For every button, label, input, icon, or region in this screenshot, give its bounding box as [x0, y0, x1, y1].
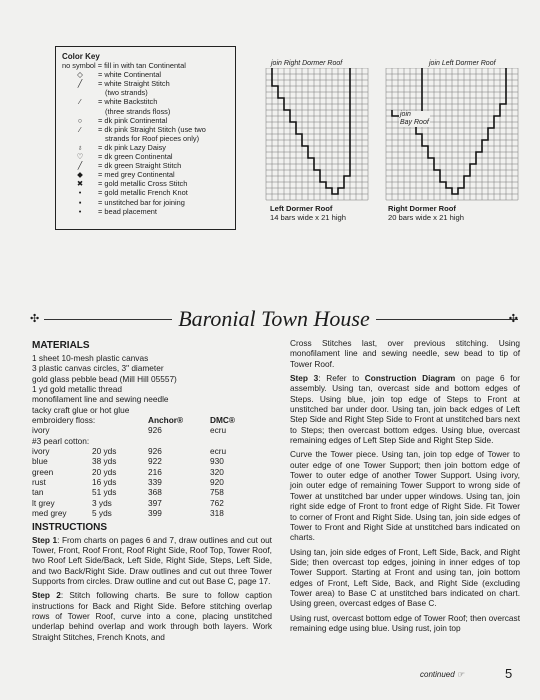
color-key-row	[62, 188, 229, 197]
canvas-grid	[386, 68, 518, 200]
color-key-row	[62, 143, 229, 152]
color-key-title: Color Key	[62, 52, 100, 61]
step1-label: Step 1	[32, 534, 58, 545]
color-key-row	[62, 116, 229, 125]
left-chart-caption	[270, 205, 346, 222]
cotton-color: tan	[32, 487, 44, 498]
color-key-rows	[62, 70, 229, 216]
cotton-anchor: 922	[148, 456, 162, 467]
cotton-anchor: 339	[148, 477, 162, 488]
right-chart-name: Right Dormer Roof	[388, 204, 456, 213]
cotton-yds: 51 yds	[92, 487, 117, 498]
right-paragraph-1: Cross Stitches last, over previous stitching. Using monofilament line and sewing needle, sew bead to tip of Tower Roof.	[290, 338, 520, 369]
stitch-description-line: = gold metallic French Knot	[98, 188, 188, 198]
right-chart-bay-label	[399, 111, 430, 127]
cotton-color: green	[32, 466, 54, 477]
stitch-description-line: = unstitched bar for joining	[98, 197, 185, 207]
cotton-anchor: 399	[148, 508, 162, 519]
cotton-dmc: 320	[210, 466, 224, 477]
cut-outline	[392, 68, 506, 194]
cotton-row	[32, 446, 235, 456]
right-chart-caption	[388, 205, 464, 222]
cotton-dmc: 758	[210, 487, 224, 498]
stitch-description-line: = white Continental	[98, 70, 162, 80]
color-key-row	[62, 152, 229, 161]
material-item: gold glass pebble bead (Mill Hill 05557)	[32, 373, 177, 384]
color-key-row	[62, 97, 229, 115]
cotton-yds: 16 yds	[92, 477, 117, 488]
right-column	[290, 338, 520, 637]
stitch-description	[98, 79, 229, 97]
stitch-description-line: = dk green Continental	[98, 152, 173, 162]
stitch-symbol-icon: ▪	[78, 197, 82, 207]
stitch-description-line: = gold metallic Cross Stitch	[98, 179, 188, 189]
stitch-description	[98, 207, 229, 216]
stitch-symbol-icon: ◇	[77, 70, 83, 80]
cotton-yds: 20 yds	[92, 446, 117, 457]
stitch-symbol-icon: •	[78, 188, 82, 198]
step3-text-a: : Refer to	[318, 373, 365, 384]
instructions-heading: INSTRUCTIONS	[32, 521, 107, 533]
bay-join-word: join	[400, 111, 411, 118]
cotton-row	[32, 456, 235, 466]
stitch-symbol-icon: ◆	[77, 170, 83, 180]
stitch-description-line: = white Straight Stitch	[98, 79, 170, 89]
materials-list	[32, 353, 272, 415]
step2-label: Step 2	[32, 590, 61, 601]
stitch-symbol-icon: ⁄	[79, 97, 81, 107]
color-key-first-line: no symbol = fill in with tan Continental	[62, 61, 186, 71]
material-item: 1 sheet 10-mesh plastic canvas	[32, 353, 149, 363]
left-ornament-icon: ✣	[30, 313, 40, 325]
step2-text: : Stitch following charts. Be sure to follow caption instructions for Back and Right Side. Before stitching overlap rows of Tower Roof, curve into a cone, placing unstitched underlap behind overlap and work through both layers. Work Straight Stitches, French Knots, and	[32, 590, 273, 642]
cotton-color: rust	[32, 477, 46, 488]
color-key-row	[62, 79, 229, 97]
stitch-symbol-icon: ╱	[77, 161, 83, 171]
cotton-rows	[32, 446, 235, 518]
material-item: tacky craft glue or hot glue	[32, 404, 130, 415]
color-key-row	[62, 125, 229, 143]
step3-paragraph	[290, 373, 520, 445]
cotton-anchor: 926	[148, 446, 162, 457]
floss-dmc: ecru	[210, 425, 227, 436]
material-item: 1 yd gold metallic thread	[32, 384, 122, 395]
cotton-row	[32, 508, 235, 518]
floss-color: ivory	[32, 425, 50, 436]
material-item: monofilament line and sewing needle	[32, 394, 169, 405]
stitch-description	[98, 170, 229, 179]
stitch-description	[98, 116, 229, 125]
right-chart-size: 20 bars wide x 21 high	[388, 212, 464, 222]
right-paragraph-5: Using rust, overcast bottom edge of Tower Roof; then overcast remaining edge using blue. Using rust, join top	[290, 612, 520, 633]
step1-paragraph	[32, 535, 272, 587]
stitch-description-line: = bead placement	[98, 206, 157, 216]
stitch-description	[98, 152, 229, 161]
construction-diagram-ref: Construction Diagram	[364, 373, 456, 384]
cotton-yds: 5 yds	[92, 508, 112, 519]
stitch-description	[98, 70, 229, 79]
right-paragraph-3: Curve the Tower piece. Using tan, join top edge of Tower to outer edge of one Tower Support; then join bottom edge of Tower to outer edge of another Tower Support. Using ivory, join outer edge of remaining Tower Support to wrong side of Tower at unstitched bar under upper windows. Using tan, join right side edge of Front to front edge of Right Side. Fit Tower to corner of Front and Right Side. Using tan, join side edges of Tower to Front and Right Side at unstitched bars indicated on charts.	[290, 449, 520, 543]
stitch-description	[98, 179, 229, 188]
title-row	[30, 306, 518, 332]
stitch-description-line: = dk pink Straight Stitch (use two	[98, 124, 206, 134]
cotton-anchor: 397	[148, 497, 162, 508]
right-ornament-icon: ✣	[508, 313, 518, 325]
stitch-description-line: (two strands)	[105, 88, 148, 98]
cotton-color: blue	[32, 456, 48, 467]
floss-label: embroidery floss:	[32, 415, 96, 426]
stitch-symbol-icon: ♁	[77, 142, 83, 152]
color-key-row	[62, 170, 229, 179]
stitch-symbol-icon: •	[78, 206, 82, 216]
right-chart-join-label: join Left Dormer Roof	[429, 60, 496, 67]
cotton-yds: 38 yds	[92, 456, 117, 467]
stitch-symbol-icon: ♡	[76, 152, 84, 162]
thread-table	[32, 415, 235, 518]
stitch-symbol-icon: ╱	[77, 79, 83, 89]
stitch-description	[98, 198, 229, 207]
cotton-color: ivory	[32, 446, 50, 457]
canvas-grid	[266, 68, 368, 200]
step1-text: : From charts on pages 6 and 7, draw outlines and cut out Tower, Front, Roof Front, Roof Right Side, Roof Top, Tower Roof, two Roof Left Side/Back, Left Side, Right Side, Steps, Left Side, and two Back/Right Side. Draw outlines and cut out three Tower Supports from circles. Draw outline and cut out Base C, page 17.	[32, 534, 272, 586]
page-number: 5	[505, 666, 513, 681]
right-dormer-roof-chart	[385, 68, 520, 208]
continued-note: continued ☞	[420, 670, 465, 679]
anchor-header: Anchor®	[148, 415, 184, 426]
cotton-row	[32, 467, 235, 477]
cotton-dmc: 930	[210, 456, 224, 467]
left-dormer-roof-chart	[265, 68, 375, 208]
stitch-symbol-icon: ✖	[76, 179, 84, 189]
step2-paragraph	[32, 590, 272, 642]
materials-heading: MATERIALS	[32, 340, 90, 351]
cotton-color: med grey	[32, 508, 67, 519]
step3-text-b: on page 6 for assembly. Using tan, overcast side and bottom edges of Steps. Using blue, join top edge of Steps to Front at unstitched bar under door. Using tan, join back edges of Left Step Side and Right Step Side to Front at unstitched bars next to Steps; then overcast bottom edges. Using blue, overcast remaining edges of Left Step Side and Right Step Side.	[290, 373, 520, 446]
cotton-anchor: 216	[148, 466, 162, 477]
left-chart-join-label: join Right Dormer Roof	[271, 60, 343, 67]
cotton-dmc: 762	[210, 497, 224, 508]
material-item: 3 plastic canvas circles, 3" diameter	[32, 363, 164, 374]
color-key-box	[55, 46, 236, 230]
step3-label: Step 3	[290, 373, 319, 384]
cotton-row	[32, 477, 235, 487]
bay-roof-word: Bay Roof	[400, 119, 429, 126]
left-column	[32, 338, 272, 646]
stitch-description-line: = dk green Straight Stitch	[98, 161, 182, 171]
cotton-dmc: 920	[210, 477, 224, 488]
stitch-description-line: = dk pink Continental	[98, 115, 168, 125]
cotton-row	[32, 487, 235, 497]
color-key-row	[62, 161, 229, 170]
cotton-label: #3 pearl cotton:	[32, 435, 90, 446]
stitch-description-line: = white Backstitch	[98, 97, 158, 107]
page-title: Baronial Town House	[30, 306, 518, 332]
cotton-dmc: ecru	[210, 446, 227, 457]
right-paragraph-4: Using tan, join side edges of Front, Left Side, Back, and Right Side; then overcast top edges, joining in inner edges of top Tower Support. Starting at Front and using tan, join bottom edges of Front, Left Side, Back, and Right Side (excluding Tower area) to Base C at unstitched bars indicated on chart. Using green, overcast edges of Base C.	[290, 546, 520, 609]
stitch-description	[98, 143, 229, 152]
cotton-yds: 3 yds	[92, 497, 112, 508]
stitch-symbol-icon: ○	[77, 115, 83, 125]
color-key-row	[62, 70, 229, 79]
floss-anchor: 926	[148, 425, 162, 436]
cotton-color: lt grey	[32, 497, 55, 508]
color-key-row	[62, 179, 229, 188]
stitch-description-line: (three strands floss)	[105, 106, 171, 116]
cotton-row	[32, 498, 235, 508]
color-key-row	[62, 207, 229, 216]
left-chart-name: Left Dormer Roof	[270, 204, 333, 213]
left-chart-size: 14 bars wide x 21 high	[270, 212, 346, 222]
stitch-symbol-icon: ⁄	[79, 124, 81, 134]
stitch-description-line: = med grey Continental	[98, 170, 175, 180]
cotton-dmc: 318	[210, 508, 224, 519]
stitch-description	[98, 188, 229, 197]
stitch-description	[98, 97, 229, 115]
color-key-row	[62, 198, 229, 207]
stitch-description	[98, 125, 229, 143]
dmc-header: DMC®	[210, 415, 236, 426]
stitch-description-line: = dk pink Lazy Daisy	[98, 142, 166, 152]
stitch-description-line: strands for Roof pieces only)	[105, 133, 200, 143]
stitch-description	[98, 161, 229, 170]
cut-outline	[272, 68, 350, 194]
cotton-yds: 20 yds	[92, 466, 117, 477]
cotton-anchor: 368	[148, 487, 162, 498]
